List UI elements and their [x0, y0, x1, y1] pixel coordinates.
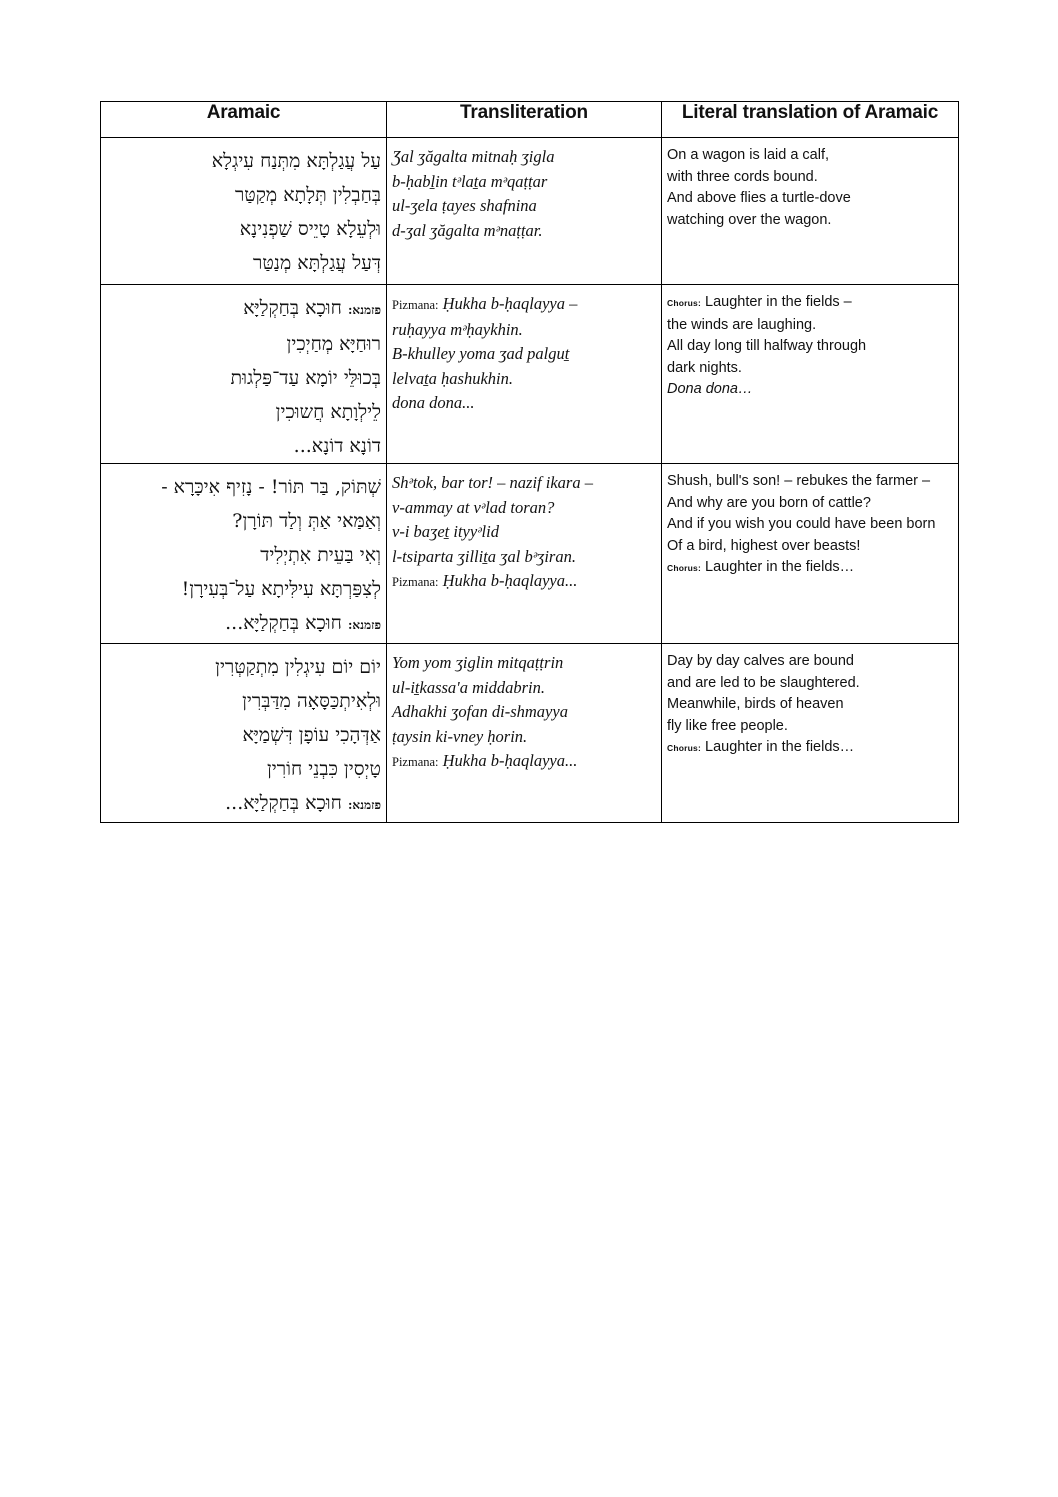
translit-line	[392, 749, 655, 775]
aramaic-line: עַל עֲגַלְתָּא מִתְּנַח עִיגְלָא	[211, 150, 381, 172]
translit-text: Ḥukha b-ḥaqlayya...	[442, 571, 578, 590]
aramaic-text: חוּכָא בְּחַקְלַיָּא...	[225, 612, 342, 634]
translit-line	[392, 569, 655, 595]
translit-line: v-ammay at vᵊlad toran?	[392, 497, 555, 517]
aramaic-line: בְּכוּלֵּי יוֹמָא עַד־פַּלְגוּת	[230, 367, 381, 389]
translation-line: fly like free people.	[667, 717, 788, 734]
aramaic-line: וּלְעֵלָא טָיֵיס שַׁפְנִינָא	[239, 218, 381, 240]
aramaic-line: וּלְאִיתְכַּסָּאָה מִדַּבְּרִין	[242, 690, 381, 712]
translation-text: Laughter in the fields…	[705, 739, 855, 755]
transliteration-cell	[387, 644, 662, 823]
transliteration-cell	[387, 138, 662, 285]
aramaic-line: דְּעַל עֲגַלְתָּא מְנַטַּר	[252, 252, 381, 274]
aramaic-line: רוּחַיָּא מְחַיְכִין	[286, 333, 381, 355]
chorus-prefix: Chorus:	[667, 298, 701, 308]
translation-line: On a wagon is laid a calf,	[667, 147, 830, 163]
header-aramaic: Aramaic	[101, 102, 387, 138]
aramaic-line: טָיְסִין כִּבְנֵי חוֹרִין	[266, 758, 381, 780]
table-row	[101, 285, 959, 464]
aramaic-line	[107, 786, 381, 822]
translation-line: watching over the wagon.	[667, 211, 832, 228]
translation-line: and are led to be slaughtered.	[667, 674, 860, 691]
aramaic-text: חוּכָא בְּחַקְלַיָּא	[243, 297, 342, 319]
chorus-prefix: Pizmana:	[392, 575, 439, 589]
translation-line	[667, 557, 952, 580]
translation-line: Of a bird, highest over beasts!	[667, 537, 861, 554]
header-transliteration: Transliteration	[387, 102, 662, 138]
aramaic-line: לְצִפַּרְתָּא עִילִּיתָא עַל־בְּעִירָן!	[181, 578, 381, 600]
translit-line: b-ḥabḻin tᵊlaṯa mᵊqaṭṭar	[392, 171, 548, 191]
aramaic-line	[107, 291, 381, 327]
translation-cell	[662, 644, 959, 823]
table-row	[101, 644, 959, 823]
translit-line: ul-iṯkassa'a middabrin.	[392, 677, 545, 697]
chorus-prefix: Pizmana:	[392, 755, 439, 769]
translation-line: with three cords bound.	[667, 168, 818, 185]
chorus-prefix: Chorus:	[667, 743, 701, 753]
translit-line: Adhakhi ʒofan di-shmayya	[392, 702, 568, 721]
chorus-prefix: Chorus:	[667, 563, 701, 573]
translation-line: Meanwhile, birds of heaven	[667, 696, 844, 712]
aramaic-text: חוּכָא בְּחַקְלַיָּא...	[225, 792, 342, 814]
chorus-prefix: Pizmana:	[392, 298, 439, 312]
translit-text: Ḥukha b-ḥaqlayya...	[442, 751, 578, 770]
table-row	[101, 138, 959, 285]
header-translation: Literal translation of Aramaic	[662, 102, 959, 138]
translation-line: And why are you born of cattle?	[667, 494, 871, 511]
aramaic-line: בְּחַבְלִין תְּלָתָא מְקַטַּר	[234, 184, 381, 206]
translit-line: ul-ʒela ṭayes shafnina	[392, 196, 537, 215]
aramaic-line: וְאַמַּאי אַתְּ וְלַד תּוֹרָן?	[232, 510, 381, 532]
aramaic-cell	[101, 464, 387, 644]
translit-line: Shᵊtok, bar tor! – nazif ikara –	[392, 473, 593, 492]
aramaic-line: וְאִי בַּעֵית אִתְיְלִיד	[260, 544, 381, 566]
translit-line: ṭaysin ki-vney ḥorin.	[392, 726, 528, 746]
translation-line: the winds are laughing.	[667, 316, 817, 333]
translation-cell	[662, 464, 959, 644]
translit-text: Ḥukha b-ḥaqlayya –	[442, 294, 578, 313]
translit-line: Yom yom ʒiglin mitqaṭṭrin	[392, 653, 564, 672]
aramaic-line: אַדְּהָכִי עוֹפָן דִּשְׁמַיָּא	[242, 724, 381, 746]
translation-line: Shush, bull's son! – rebukes the farmer –	[667, 473, 931, 489]
aramaic-line	[107, 606, 381, 642]
table-row	[101, 464, 959, 644]
document-page	[100, 101, 958, 823]
chorus-prefix: פזמנא:	[347, 303, 381, 317]
translation-cell	[662, 285, 959, 464]
aramaic-cell	[101, 285, 387, 464]
aramaic-line: דוֹנָא דוֹנָא...	[293, 435, 381, 457]
translit-line: l-tsiparta ʒilliṯa ʒal bᵊʒiran.	[392, 546, 576, 566]
translit-line: lelvaṯa ḥashukhin.	[392, 368, 513, 388]
translation-text: Laughter in the fields –	[705, 294, 852, 310]
translit-line	[392, 292, 655, 318]
translation-text: Laughter in the fields…	[705, 559, 855, 575]
translation-line: dark nights.	[667, 359, 742, 376]
lyrics-table	[100, 101, 959, 823]
aramaic-cell	[101, 644, 387, 823]
translit-line: ruḥayya mᵊḥaykhin.	[392, 319, 523, 339]
aramaic-line: יוֹם יוֹם עִיגְלִין מִתְקַטְּרִין	[215, 656, 381, 678]
translit-line: dona dona...	[392, 393, 475, 412]
translit-line: Ʒal ʒăgalta mitnaḥ ʒigla	[392, 147, 555, 166]
translation-line	[667, 292, 952, 315]
translation-line: And if you wish you could have been born	[667, 516, 936, 532]
table-header-row	[101, 102, 959, 138]
transliteration-cell	[387, 464, 662, 644]
chorus-prefix: פזמנא:	[347, 798, 381, 812]
translation-line	[667, 737, 952, 760]
aramaic-line: שְׁתּוֹק, בַּר תּוֹר! - נָזִיף אִיכָּרָא -	[161, 476, 381, 498]
translit-line: d-ʒal ʒăgalta mᵊnaṭṭar.	[392, 220, 543, 240]
aramaic-line: לֵילְוָתָא חֲשוּכִין	[275, 401, 381, 423]
translation-line: All day long till halfway through	[667, 338, 867, 354]
aramaic-cell	[101, 138, 387, 285]
translation-line: And above flies a turtle-dove	[667, 190, 851, 206]
transliteration-cell	[387, 285, 662, 464]
translit-line: B-khulley yoma ʒad palguṯ	[392, 344, 570, 363]
translation-cell	[662, 138, 959, 285]
translation-line: Day by day calves are bound	[667, 653, 854, 669]
translation-line: Dona dona…	[667, 381, 753, 397]
translit-line: v-i baʒeṯ ityyᵊlid	[392, 522, 499, 541]
chorus-prefix: פזמנא:	[347, 618, 381, 632]
